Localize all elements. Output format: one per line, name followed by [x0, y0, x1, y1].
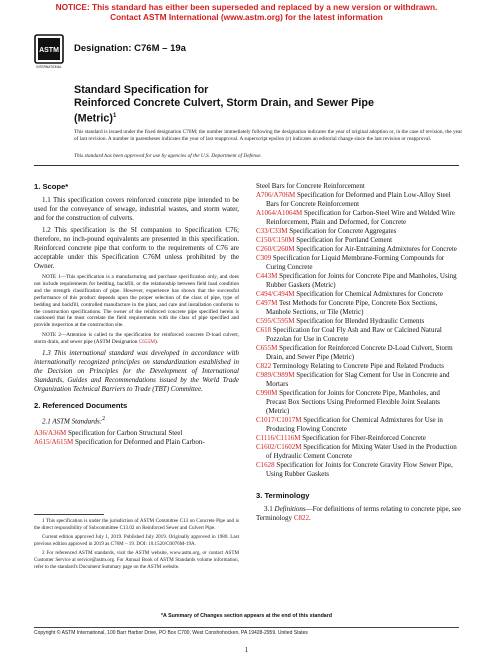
reference-item	[256, 254, 461, 272]
reference-item	[256, 362, 461, 371]
reference-code-link[interactable]: C1017/C1017M	[256, 416, 302, 424]
reference-code-link[interactable]: C1116/C1116M	[256, 434, 301, 442]
reference-item	[256, 326, 461, 344]
reference-code-link[interactable]: C1602/C1602M	[256, 443, 302, 451]
title-line-2: Reinforced Concrete Culvert, Storm Drain, and Sewer Pipe	[74, 97, 374, 109]
reference-item	[256, 290, 461, 299]
reference-title: Specification for Coal Fly Ash and Raw or Calcined Natural Pozzolan for Use in Concrete	[266, 326, 442, 343]
reference-title: Specification for Slag Cement for Use in Concrete and Mortars	[266, 371, 450, 388]
para-1-2: 1.2 This specification is the SI companion to Specification C76; therefore, no inch-pound equivalents are presented in this specification. Reinforced concrete pipe that conform to the requirements of C76 are acceptable under this Specification C76M unless prohibited by the Owner.	[34, 226, 239, 270]
copyright: Copyright © ASTM International, 100 Barr Harbor Drive, PO Box C700, West Conshohocken, PA 19428-2959. United States	[34, 630, 308, 636]
reference-title: Specification for Reinforced Concrete D-Load Culvert, Storm Drain, and Sewer Pipe (Metric)	[266, 344, 453, 361]
reference-title: Specification for Joints for Concrete Pipe and Manholes, Using Rubber Gaskets (Metric)	[266, 272, 457, 289]
reference-code-link[interactable]: C494/C494M	[256, 290, 295, 298]
reference-code-link[interactable]: C989/C989M	[256, 371, 295, 379]
note-2: NOTE 2—Attention is called to the specification for reinforced concrete D-load culvert, storm drain, and sewer pipe (ASTM Designation C655M).	[34, 332, 239, 346]
footnote-1: 1 This specification is under the jurisdiction of ASTM Committee C13 on Concrete Pipe and is the direct responsibility of Subcommittee C13.02 on Reinforced Sewer and Culvert Pipe.	[34, 518, 239, 531]
reference-title: Specification for Liquid Membrane-Forming Compounds for Curing Concrete	[266, 254, 445, 271]
para-1-3: 1.3 This international standard was developed in accordance with internationally recognized principles on standardization established in the Decision on Principles for the Development of International Standards, Guides and Recommendations issued by the World Trade Organization Technical Barriers to Trade (TBT) Committee.	[34, 349, 239, 394]
reference-item	[256, 434, 461, 443]
reference-code-link[interactable]: C822	[256, 362, 272, 370]
reference-title: Test Methods for Concrete Pipe, Concrete Box Sections, Manhole Sections, or Tile (Metric)	[266, 299, 438, 316]
reference-code-link[interactable]: C655M	[256, 344, 278, 352]
reference-item	[256, 416, 461, 434]
terminology-heading: 3. Terminology	[256, 491, 310, 500]
reference-title: Specification for Air-Entraining Admixtures for Concrete	[294, 245, 457, 253]
reference-title: Specification for Carbon Structural Steel	[66, 429, 183, 438]
para-3-1: 3.1 Definitions—For definitions of terms relating to concrete pipe, see Terminology C822.	[256, 505, 461, 522]
reference-title: Specification for Blended Hydraulic Cements	[294, 317, 425, 325]
reference-item	[256, 245, 461, 254]
ref-link-c822[interactable]: C822	[293, 514, 309, 522]
reference-code-link[interactable]: C443M	[256, 272, 278, 280]
header-divider	[34, 165, 459, 166]
reference-title: Specification for Deformed and Plain Low-Alloy Steel Bars for Concrete Reinforcement	[266, 191, 451, 208]
reference-title: Specification for Deformed and Plain Carbon-	[73, 438, 205, 447]
para-1-1: 1.1 This specification covers reinforced concrete pipe intended to be used for the conveyance of sewage, industrial wastes, and storm water, and for the construction of culverts.	[34, 196, 239, 222]
right-ref-list	[256, 182, 461, 479]
scope-heading: 1. Scope*	[34, 182, 69, 191]
title-line-1: Standard Specification for	[74, 84, 209, 96]
reference-code-link[interactable]: C150/C150M	[256, 236, 295, 244]
footnote-divider	[34, 514, 104, 515]
reference-title: Specification for Joints for Concrete Gravity Flow Sewer Pipe, Using Rubber Gaskets	[266, 461, 453, 478]
reference-title: Specification for Concrete Aggregates	[287, 227, 397, 235]
reference-code-link[interactable]: A615/A615M	[34, 438, 74, 447]
svg-text:ASTM: ASTM	[39, 47, 59, 54]
reference-item	[256, 443, 461, 461]
left-ref-list	[34, 429, 239, 447]
reference-code-link[interactable]: C33/C33M	[256, 227, 288, 235]
reference-code-link[interactable]: C618	[256, 326, 272, 334]
withdrawal-notice	[0, 2, 493, 22]
reference-item	[256, 227, 461, 236]
title-line-3: (Metric)$^1$	[74, 112, 117, 125]
summary-of-changes-note: *A Summary of Changes section appears at the end of this standard	[160, 613, 333, 619]
reference-title: Steel Bars for Concrete Reinforcement	[256, 182, 365, 190]
ref-link-c655m[interactable]: C655M	[138, 339, 155, 346]
document-title	[74, 84, 454, 126]
reference-item	[256, 299, 461, 317]
reference-code-link[interactable]: C309	[256, 254, 272, 262]
notice-line-1: NOTICE: This standard has either been superseded and replaced by a new version or withdrawn.	[55, 2, 438, 12]
right-column	[256, 182, 461, 526]
reference-item	[256, 371, 461, 389]
reference-item	[256, 209, 461, 227]
reference-code-link[interactable]: C497M	[256, 299, 278, 307]
reference-code-link[interactable]: C990M	[256, 389, 278, 397]
reference-code-link[interactable]: C260/C260M	[256, 245, 295, 253]
reference-item	[256, 272, 461, 290]
reference-title: Specification for Joints for Concrete Pipe, Manholes, and Precast Box Sections Using Preformed Flexible Joint Sealants (Metric)	[266, 389, 441, 415]
note-1: NOTE 1—This specification is a manufacturing and purchase specification only, and does not include requirements for bedding, backfill, or the relationship between field load condition and the strength classification of pipe. However, experience has shown that the successful performance of this product depends upon the proper selection of the class of pipe, type of bedding and backfill, controlled manufacture in the plant, and care and installation conforms to the construction specifications. The owner of the reinforced concrete pipe specified herein is cautioned that he must correlate the field requirements with the class of pipe specified and provide inspection at the construction site.	[34, 274, 239, 329]
reference-item	[256, 191, 461, 209]
reference-item	[256, 344, 461, 362]
reference-item	[256, 389, 461, 416]
notice-line-2: Contact ASTM International (www.astm.org) for the latest information	[110, 12, 383, 22]
referenced-docs-heading: 2. Referenced Documents	[34, 401, 128, 411]
reference-title: Specification for Carbon-Steel Wire and Welded Wire Reinforcement, Plain and Deformed, for Concrete	[266, 209, 455, 226]
copyright-divider	[34, 627, 459, 628]
reference-code-link[interactable]: A706/A706M	[256, 191, 296, 199]
reference-item	[256, 236, 461, 245]
reference-title: Specification for Mixing Water Used in the Production of Hydraulic Cement Concrete	[266, 443, 457, 460]
reference-code-link[interactable]: A36/A36M	[34, 429, 67, 438]
reference-item	[34, 429, 239, 438]
reference-title: Specification for Fiber-Reinforced Concrete	[300, 434, 426, 442]
footnotes	[34, 518, 239, 573]
reference-title: Terminology Relating to Concrete Pipe and Related Products	[271, 362, 444, 370]
approval-note: This standard has been approved for use by agencies of the U.S. Department of Defense.	[74, 153, 262, 159]
astm-logo-icon	[34, 34, 64, 70]
reference-item	[256, 317, 461, 326]
reference-code-link[interactable]: A1064/A1064M	[256, 209, 303, 217]
designation: Designation: C76M – 19a	[74, 43, 186, 54]
reference-title: Specification for Chemical Admixtures for Concrete	[294, 290, 444, 298]
reference-item	[256, 461, 461, 479]
reference-code-link[interactable]: C1628	[256, 461, 275, 469]
footnote-1b: Current edition approved July 1, 2019. Published July 2019. Originally approved in 1980. Last previous edition approved in 2019 as C76M – 19. DOI: 10.1520/C0076M-19A.	[34, 534, 239, 547]
astm-standards-sub: 2.1 ASTM Standards:$^2$	[42, 416, 106, 426]
reference-item	[34, 438, 239, 447]
reference-item	[256, 182, 461, 191]
reference-title: Specification for Portland Cement	[294, 236, 393, 244]
reference-code-link[interactable]: C595/C595M	[256, 317, 295, 325]
standard-issuance-note: This standard is issued under the fixed designation C76M; the number immediately following the designation indicates the year of original adoption or, in the case of revision, the year of last revision. A number in parentheses indicates the year of last reapproval. A superscript epsilon (ε) indicates an editorial change since the last revision or reapproval.	[74, 129, 463, 142]
footnote-2: 2 For referenced ASTM standards, visit the ASTM website, www.astm.org, or contact ASTM Customer Service at service@astm.org. For Annual Book of ASTM Standards volume information, refer to the standard's Document Summary page on the ASTM website.	[34, 550, 239, 570]
left-column	[34, 182, 239, 447]
page-number: 1	[244, 646, 249, 654]
reference-title: Specification for Chemical Admixtures for Use in Producing Flowing Concrete	[266, 416, 443, 433]
svg-text:INTERNATIONAL: INTERNATIONAL	[36, 65, 62, 69]
